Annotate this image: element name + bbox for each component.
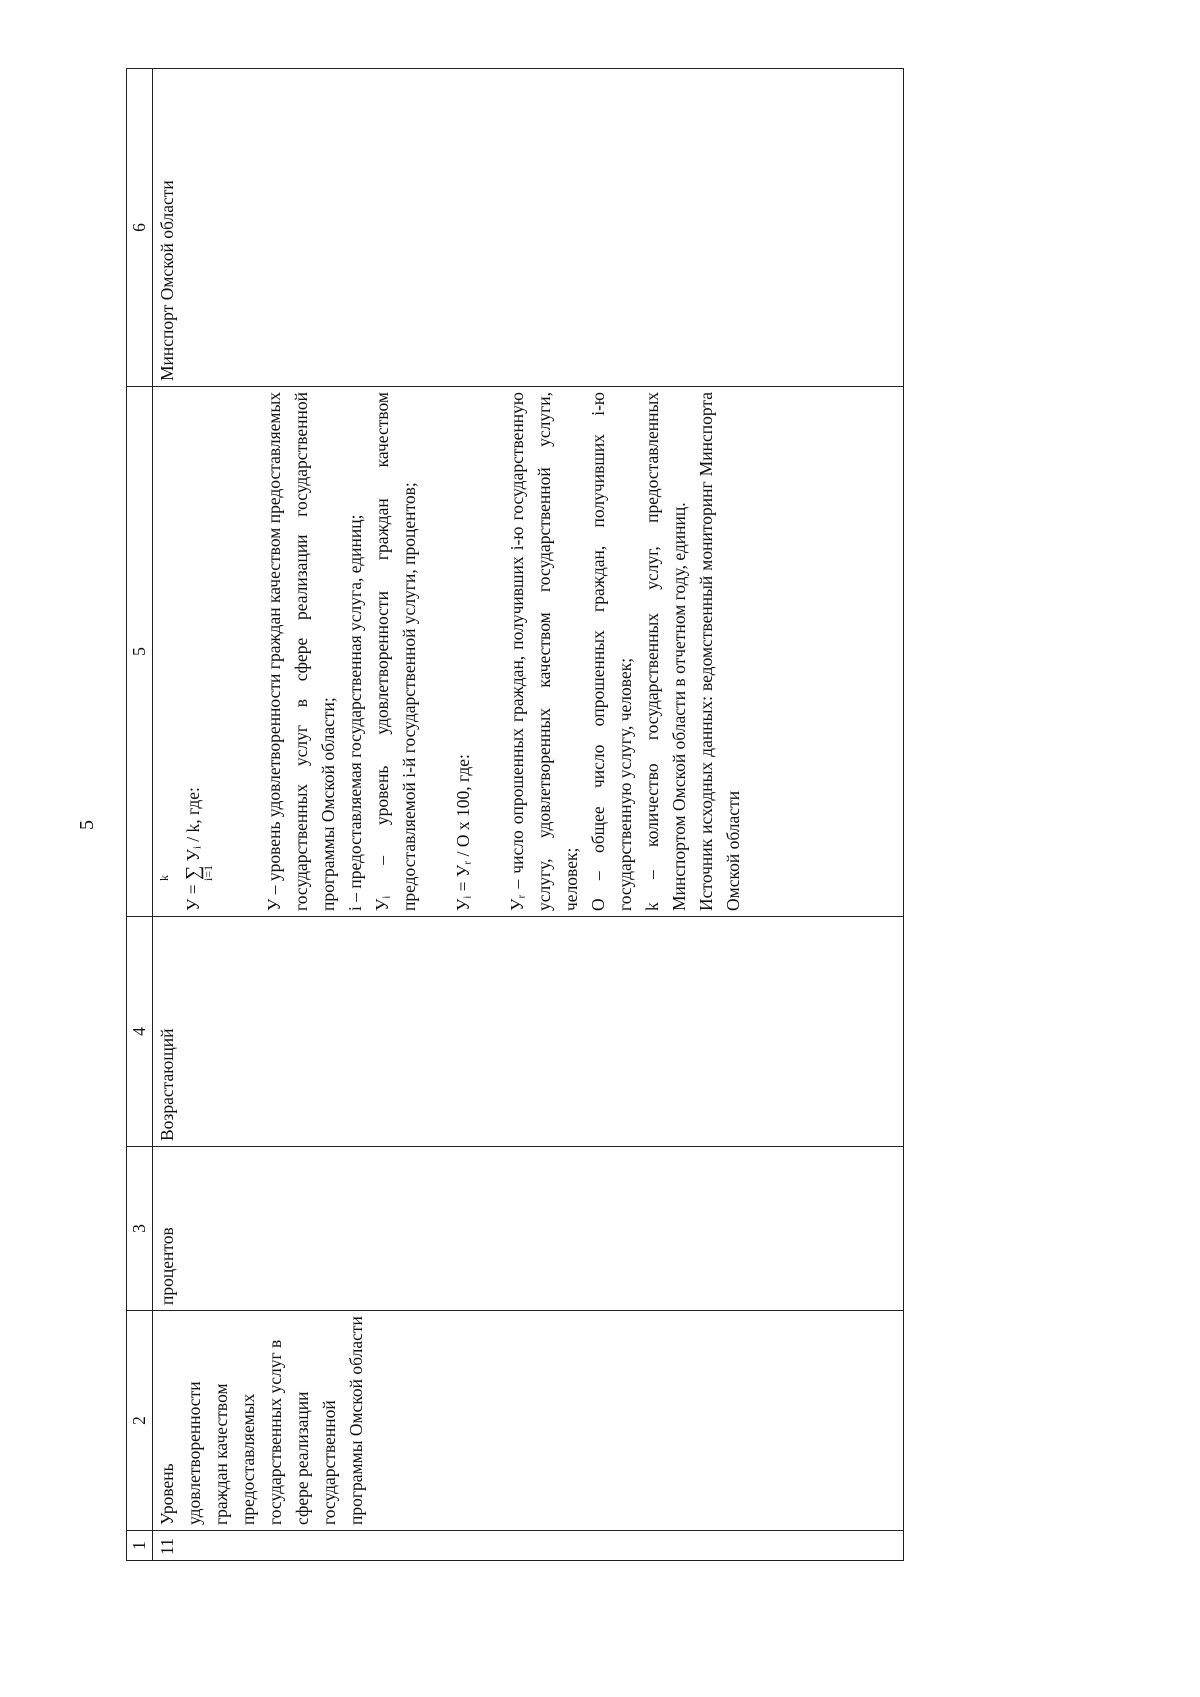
second-formula: Уᵢ = Уᵣ / О x 100, где:: [453, 754, 473, 911]
responsible-executor: Минспорт Омской области: [153, 69, 904, 387]
table-row: [153, 69, 904, 1561]
formula-rhs: Уᵢ / k, где:: [183, 787, 203, 866]
definition-line: О – общее число опрошенных граждан, получивших i-ю государственную услугу, человек;: [588, 392, 635, 911]
sum-lower-limit: i=1: [201, 864, 215, 881]
table-header-row: [127, 69, 153, 1561]
calculation-method: [153, 387, 904, 917]
header-col-3: 3: [127, 1147, 153, 1311]
indicator-table: [126, 68, 904, 1561]
header-col-6: 6: [127, 69, 153, 387]
row-number: 11: [153, 1531, 904, 1561]
header-col-1: 1: [127, 1531, 153, 1561]
unit-of-measure: процентов: [153, 1147, 904, 1311]
header-col-4: 4: [127, 917, 153, 1147]
description-line: У – уровень удовлетворенности граждан качеством предоставляемых государственных услуг в сфере реализации государственной программы Омской области;: [264, 392, 338, 911]
sigma-symbol: ∑: [182, 865, 204, 880]
page-number: 5: [76, 820, 98, 830]
header-col-2: 2: [127, 1311, 153, 1531]
indicator-name: Уровень удовлетворенности граждан качеством предоставляемых государственных услуг в сфере реализации государственной программы Омской области: [153, 1311, 904, 1531]
description-line: i – предоставляемая государственная услуга, единиц;: [345, 514, 365, 911]
formula-lhs: У =: [183, 879, 203, 911]
description-line: Уᵢ – уровень удовлетворенности граждан качеством предоставляемой i-й государственной услуги, процентов;: [372, 392, 419, 911]
data-source-line: Источник исходных данных: ведомственный мониторинг Минспорта Омской области: [696, 392, 743, 911]
main-formula: [154, 392, 215, 911]
definition-line: Уᵣ – число опрошенных граждан, получивших i-ю государственную услугу, удовлетворенных качеством государственной услуги, человек;: [507, 392, 581, 911]
indicator-table-rotated: [126, 69, 906, 1561]
sum-upper-limit: k: [157, 875, 171, 881]
indicator-trend: Возрастающий: [153, 917, 904, 1147]
definition-line: k – количество государственных услуг, предоставленных Минспортом Омской области в отчетном году, единиц.: [642, 392, 689, 911]
header-col-5: 5: [127, 387, 153, 917]
